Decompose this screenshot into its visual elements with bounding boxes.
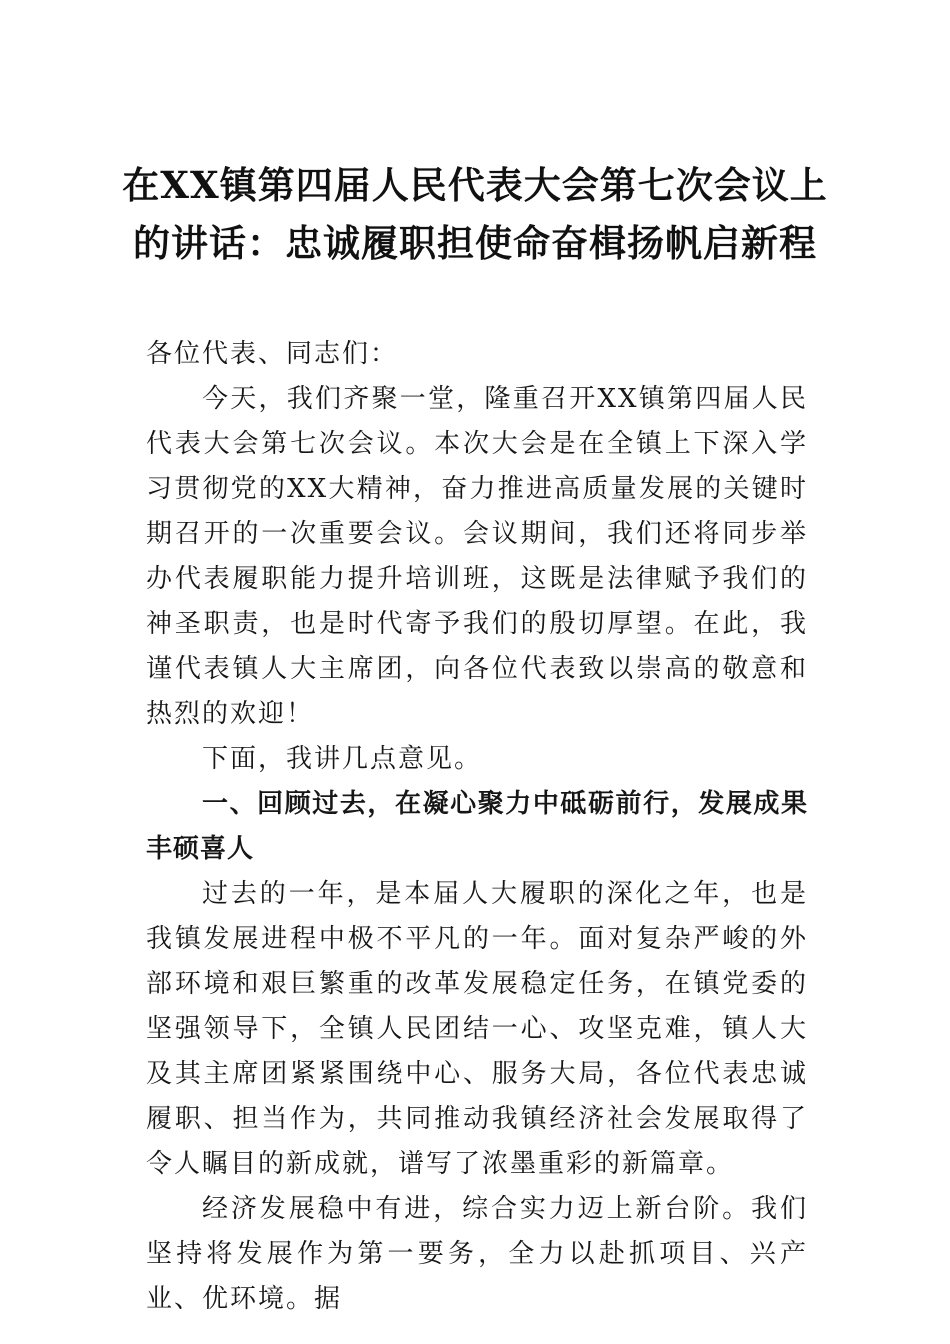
paragraph-review: 过去的一年，是本届人大履职的深化之年，也是我镇发展进程中极不平凡的一年。面对复杂严峻的外部环境和艰巨繁重的改革发展稳定任务，在镇党委的坚强领导下，全镇人民团结一心、攻坚克难，镇人大及其主席团紧紧围绕中心、服务大局，各位代表忠诚履职、担当作为，共同推动我镇经济社会发展取得了令人瞩目的新成就，谱写了浓墨重彩的新篇章。 (146, 879, 808, 1179)
section-heading: 一、回顾过去，在凝心聚力中砥砺前行，发展成果丰硕喜人 (146, 789, 808, 864)
paragraph-opening: 今天，我们齐聚一堂，隆重召开XX镇第四届人民代表大会第七次会议。本次大会是在全镇上下深入学习贯彻党的XX大精神，奋力推进高质量发展的关键时期召开的一次重要会议。会议期间，我们还将同步举办代表履职能力提升培训班，这既是法律赋予我们的神圣职责，也是时代寄予我们的殷切厚望。在此，我谨代表镇人大主席团，向各位代表致以崇高的敬意和热烈的欢迎！ (146, 384, 808, 729)
salutation: 各位代表、同志们： (146, 339, 399, 369)
document-body (146, 332, 808, 1322)
document-title: 在XX镇第四届人民代表大会第七次会议上的讲话：忠诚履职担使命奋楫扬帆启新程 (122, 163, 828, 265)
paragraph-economy: 经济发展稳中有进，综合实力迈上新台阶。我们坚持将发展作为第一要务，全力以赴抓项目、兴产业、优环境。据 (146, 1194, 808, 1314)
paragraph-intro-points: 下面，我讲几点意见。 (202, 744, 483, 774)
